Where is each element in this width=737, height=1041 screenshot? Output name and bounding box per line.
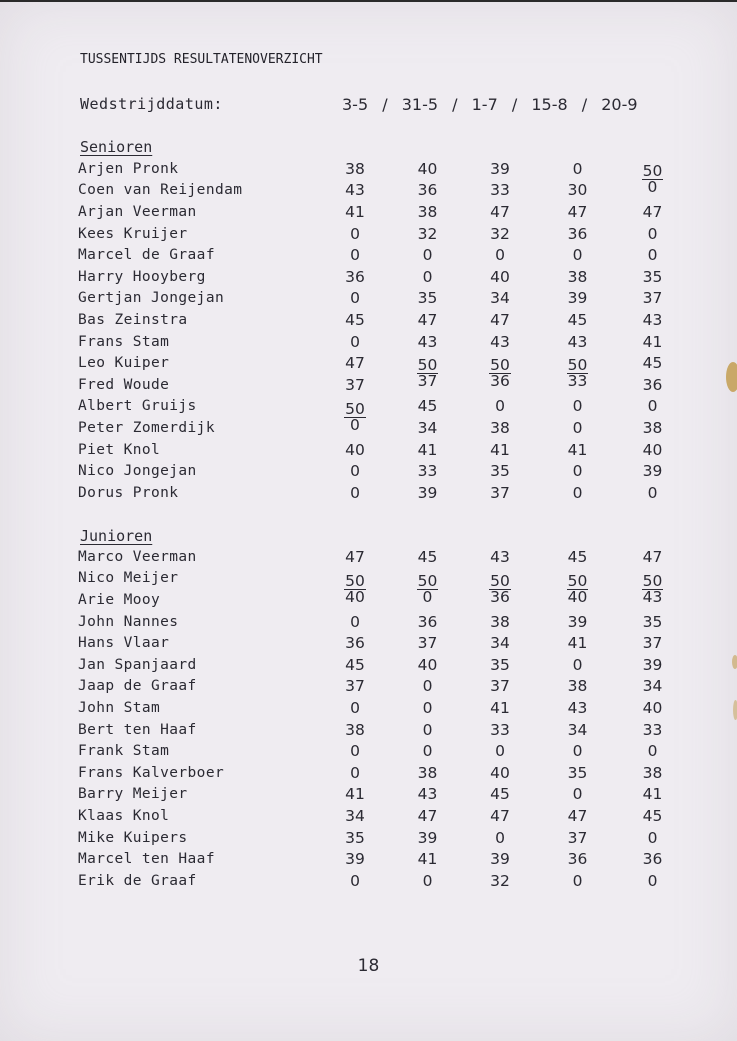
table-row [78, 611, 675, 633]
score-cell: 38 [642, 418, 663, 437]
score-cell: 36 [567, 224, 588, 243]
score-cell: 43 [417, 785, 438, 804]
score-cell: 0 [350, 483, 360, 502]
score-cell: 39 [345, 850, 365, 869]
score-cell: 37 [490, 483, 510, 502]
score-fraction [489, 571, 511, 606]
score-cell: 0 [422, 698, 433, 717]
score-cell: 39 [417, 483, 438, 502]
score-max: 50 [642, 162, 663, 181]
score-cell: 33 [642, 720, 663, 739]
score-fraction [489, 358, 511, 389]
score-cell: 38 [345, 720, 365, 739]
score-fraction [417, 571, 439, 606]
score-cell: 0 [495, 828, 505, 847]
date-4: 15-8 [531, 95, 568, 114]
player-name: Peter Zomerdijk [78, 419, 215, 436]
date-separator: / [581, 95, 588, 114]
player-name: Coen van Reijendam [78, 182, 243, 199]
score-fraction [417, 358, 439, 389]
table-row [78, 568, 675, 590]
score-cell: 40 [490, 763, 510, 782]
table-row [78, 266, 675, 288]
score-cell: 0 [350, 332, 360, 351]
score-cell: 40 [417, 159, 438, 178]
score-cell: 41 [417, 440, 438, 459]
score-cell: 38 [490, 418, 510, 437]
table-row [78, 180, 675, 202]
score-cell: 0 [495, 397, 505, 416]
score-cell: 36 [345, 267, 365, 286]
table-row [78, 805, 675, 827]
score-cell: 40 [345, 440, 365, 459]
score-max: 50 [490, 356, 510, 375]
score-cell: 35 [490, 462, 510, 481]
player-name: Kees Kruijer [78, 225, 188, 242]
score-cell: 47 [567, 806, 588, 825]
score-max: 50 [417, 571, 438, 590]
player-name: Leo Kuiper [78, 355, 170, 372]
score-cell: 0 [647, 246, 658, 265]
table-row [78, 719, 675, 741]
score-cell: 41 [567, 440, 588, 459]
score-cell: 36 [642, 375, 663, 394]
score-cell: 0 [572, 159, 583, 178]
date-separator: / [511, 95, 518, 114]
score-cell: 39 [567, 289, 588, 308]
score-cell: 38 [642, 763, 663, 782]
player-name: Klaas Knol [78, 807, 170, 824]
score-fraction [567, 358, 589, 389]
score-cell: 37 [417, 634, 438, 653]
score-cell: 37 [567, 828, 588, 847]
score-cell: 34 [642, 677, 663, 696]
player-name: Bert ten Haaf [78, 721, 197, 738]
player-name: Gertjan Jongejan [78, 290, 225, 307]
score-cell-max [525, 568, 630, 611]
score-max: 50 [567, 356, 588, 375]
score-cell: 0 [647, 871, 658, 890]
score-cell: 47 [490, 806, 510, 825]
score-cell-max [380, 568, 475, 611]
score-cell: 45 [345, 655, 365, 674]
score-cell: 0 [572, 742, 583, 761]
score-cell: 0 [350, 871, 360, 890]
score-cell: 40 [642, 440, 663, 459]
score-value: 0 [422, 587, 433, 606]
table-row [78, 439, 675, 461]
player-name: Frans Kalverboer [78, 764, 225, 781]
score-cell: 32 [490, 871, 510, 890]
score-cell: 0 [572, 246, 583, 265]
table-row [78, 632, 675, 654]
score-cell: 0 [572, 871, 583, 890]
score-cell: 33 [417, 462, 438, 481]
score-cell-max [475, 568, 525, 611]
table-row [78, 546, 675, 568]
date-1: 3-5 [342, 95, 369, 114]
score-cell: 45 [490, 785, 510, 804]
score-cell: 43 [490, 332, 510, 351]
score-cell-max [630, 568, 675, 611]
table-row [78, 482, 675, 504]
score-cell: 0 [495, 246, 505, 265]
date-row [342, 95, 638, 114]
player-name: Harry Hooyberg [78, 268, 206, 285]
score-max: 50 [567, 571, 588, 590]
score-cell: 39 [417, 828, 438, 847]
table-row [78, 352, 675, 374]
score-cell: 0 [350, 612, 360, 631]
table-row [78, 396, 675, 418]
table-row [78, 784, 675, 806]
score-cell: 45 [642, 354, 663, 373]
table-row [78, 244, 675, 266]
score-cell: 40 [417, 655, 438, 674]
score-cell: 36 [345, 634, 365, 653]
table-row [78, 654, 675, 676]
score-cell: 37 [345, 375, 365, 394]
score-cell: 47 [345, 547, 365, 566]
score-cell: 47 [567, 202, 588, 221]
player-name: Piet Knol [78, 441, 161, 458]
score-cell: 35 [567, 763, 588, 782]
table-row [78, 201, 675, 223]
date-5: 20-9 [601, 95, 638, 114]
score-cell: 38 [417, 202, 438, 221]
player-name: Bas Zeinstra [78, 311, 188, 328]
player-name: Nico Meijer [78, 570, 179, 587]
score-cell: 0 [572, 655, 583, 674]
score-cell: 0 [572, 785, 583, 804]
score-cell: 33 [490, 181, 510, 200]
score-value: 36 [490, 587, 510, 606]
score-cell: 47 [490, 310, 510, 329]
score-cell: 34 [490, 289, 510, 308]
player-name: Marcel de Graaf [78, 247, 215, 264]
score-cell: 34 [417, 418, 438, 437]
score-cell: 41 [345, 785, 365, 804]
score-cell: 41 [490, 698, 510, 717]
score-cell: 0 [350, 224, 360, 243]
table-row [78, 697, 675, 719]
player-name: Barry Meijer [78, 786, 188, 803]
score-fraction [344, 399, 366, 434]
score-max: 50 [345, 571, 365, 590]
score-value: 40 [567, 587, 588, 606]
score-cell: 39 [490, 159, 510, 178]
score-cell: 37 [490, 677, 510, 696]
score-cell: 0 [647, 224, 658, 243]
player-name: Mike Kuipers [78, 829, 188, 846]
score-cell: 33 [490, 720, 510, 739]
score-cell: 36 [417, 181, 438, 200]
score-cell: 43 [417, 332, 438, 351]
score-value: 40 [345, 587, 365, 606]
score-cell: 43 [490, 547, 510, 566]
score-cell: 0 [350, 289, 360, 308]
score-cell: 32 [490, 224, 510, 243]
score-value: 43 [642, 587, 663, 606]
player-name: Albert Gruijs [78, 398, 197, 415]
player-name: Marco Veerman [78, 548, 197, 565]
score-cell: 45 [417, 547, 438, 566]
score-cell: 43 [345, 181, 365, 200]
score-cell: 43 [567, 698, 588, 717]
score-cell: 35 [642, 612, 663, 631]
table-row [78, 676, 675, 698]
score-cell: 37 [345, 677, 365, 696]
score-cell: 0 [572, 397, 583, 416]
score-cell: 38 [567, 677, 588, 696]
player-name: Nico Jongejan [78, 463, 197, 480]
player-name: Frank Stam [78, 743, 170, 760]
score-cell: 36 [417, 612, 438, 631]
score-cell: 45 [345, 310, 365, 329]
senioren-table [78, 158, 675, 504]
score-cell: 32 [417, 224, 438, 243]
page-number: 18 [357, 956, 380, 976]
score-cell: 41 [642, 785, 663, 804]
score-cell: 39 [642, 655, 663, 674]
top-edge-line [0, 0, 737, 2]
score-cell-max [630, 158, 675, 201]
score-cell: 0 [647, 483, 658, 502]
score-cell: 36 [567, 850, 588, 869]
score-cell: 0 [572, 483, 583, 502]
table-row [78, 848, 675, 870]
score-cell: 45 [567, 547, 588, 566]
table-row [78, 460, 675, 482]
player-name: Fred Woude [78, 376, 170, 393]
score-cell: 35 [417, 289, 438, 308]
score-max: 50 [417, 356, 438, 375]
section-heading-junioren: Junioren [80, 527, 153, 545]
score-cell: 0 [572, 462, 583, 481]
score-fraction [642, 571, 664, 606]
player-name: John Nannes [78, 613, 179, 630]
date-separator: / [382, 95, 388, 114]
score-cell: 39 [490, 850, 510, 869]
date-3: 1-7 [471, 95, 498, 114]
score-cell: 36 [642, 850, 663, 869]
score-cell-max [330, 568, 380, 611]
score-cell: 34 [490, 634, 510, 653]
score-cell: 38 [567, 267, 588, 286]
score-cell: 0 [422, 871, 433, 890]
score-cell: 0 [350, 698, 360, 717]
player-name: Hans Vlaar [78, 635, 170, 652]
paper-stain [726, 362, 737, 392]
score-cell: 37 [642, 289, 663, 308]
score-cell: 0 [422, 246, 433, 265]
score-cell: 30 [567, 181, 588, 200]
score-cell: 47 [642, 547, 663, 566]
score-cell: 0 [572, 418, 583, 437]
score-cell: 47 [417, 310, 438, 329]
score-cell: 45 [642, 806, 663, 825]
table-row [78, 223, 675, 245]
paper-stain [732, 655, 737, 669]
score-cell: 34 [345, 806, 365, 825]
score-cell: 47 [345, 354, 365, 373]
score-cell: 47 [642, 202, 663, 221]
score-cell: 45 [417, 397, 438, 416]
score-value: 33 [567, 372, 588, 391]
score-value: 36 [490, 372, 510, 391]
score-cell: 41 [567, 634, 588, 653]
score-fraction [344, 571, 366, 606]
player-name: John Stam [78, 699, 161, 716]
table-row [78, 762, 675, 784]
score-cell: 0 [495, 742, 505, 761]
score-cell: 39 [567, 612, 588, 631]
score-cell-max [525, 352, 630, 395]
score-cell: 0 [647, 828, 658, 847]
table-row [78, 827, 675, 849]
score-cell: 40 [642, 698, 663, 717]
score-cell-max [475, 352, 525, 395]
score-cell: 0 [422, 742, 433, 761]
score-value: 0 [647, 178, 658, 197]
player-name: Arie Mooy [78, 591, 161, 608]
date-label: Wedstrijddatum: [80, 95, 223, 113]
score-cell: 47 [417, 806, 438, 825]
score-cell-max [330, 396, 380, 439]
score-fraction [642, 164, 664, 195]
player-name: Arjan Veerman [78, 203, 197, 220]
score-cell: 47 [490, 202, 510, 221]
score-cell: 38 [490, 612, 510, 631]
table-row [78, 309, 675, 331]
score-value: 37 [417, 372, 438, 391]
date-separator: / [452, 95, 458, 114]
score-cell: 41 [490, 440, 510, 459]
score-cell: 0 [422, 720, 433, 739]
player-name: Jan Spanjaard [78, 656, 197, 673]
score-cell: 41 [345, 202, 365, 221]
table-row [78, 288, 675, 310]
score-cell: 41 [642, 332, 663, 351]
score-value: 0 [350, 415, 360, 434]
score-cell: 37 [642, 634, 663, 653]
junioren-table [78, 546, 675, 892]
score-cell: 34 [567, 720, 588, 739]
player-name: Frans Stam [78, 333, 170, 350]
page-title: TUSSENTIJDS RESULTATENOVERZICHT [80, 52, 323, 67]
score-cell: 0 [647, 397, 658, 416]
score-cell: 0 [350, 742, 360, 761]
score-cell: 0 [422, 267, 433, 286]
score-cell: 41 [417, 850, 438, 869]
score-cell: 43 [642, 310, 663, 329]
score-cell: 0 [350, 763, 360, 782]
player-name: Arjen Pronk [78, 160, 179, 177]
score-cell: 35 [642, 267, 663, 286]
score-cell: 40 [490, 267, 510, 286]
score-cell: 35 [490, 655, 510, 674]
table-row [78, 158, 675, 180]
date-2: 31-5 [401, 95, 439, 114]
table-row [78, 870, 675, 892]
score-cell: 38 [345, 159, 365, 178]
score-fraction [567, 571, 589, 606]
player-name: Jaap de Graaf [78, 678, 197, 695]
score-max: 50 [345, 399, 365, 418]
score-cell: 0 [647, 742, 658, 761]
score-cell: 43 [567, 332, 588, 351]
score-cell: 0 [350, 246, 360, 265]
score-cell: 45 [567, 310, 588, 329]
table-row [78, 740, 675, 762]
section-heading-senioren: Senioren [80, 138, 153, 156]
score-cell-max [380, 352, 475, 395]
player-name: Dorus Pronk [78, 484, 179, 501]
table-row [78, 331, 675, 353]
score-max: 50 [642, 571, 663, 590]
score-cell: 35 [345, 828, 365, 847]
score-cell: 39 [642, 462, 663, 481]
score-max: 50 [490, 571, 510, 590]
score-cell: 0 [422, 677, 433, 696]
player-name: Marcel ten Haaf [78, 851, 215, 868]
score-cell: 0 [350, 462, 360, 481]
player-name: Erik de Graaf [78, 872, 197, 889]
score-cell: 38 [417, 763, 438, 782]
paper-stain [733, 700, 737, 720]
